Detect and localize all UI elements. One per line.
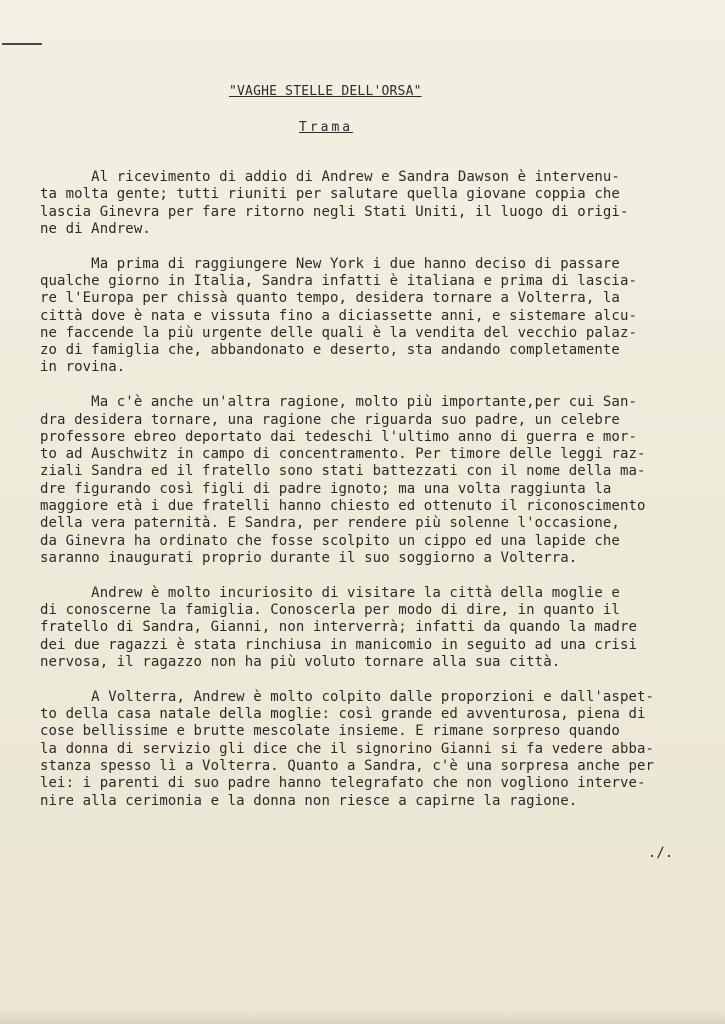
text-line: professore ebreo deportato dai tedeschi l'ultimo anno di guerra e mor-: [40, 428, 638, 445]
text-line: Ma prima di raggiungere New York i due hanno deciso di passare: [40, 255, 620, 272]
text-line: nervosa, il ragazzo non ha più voluto tornare alla sua città.: [40, 653, 561, 670]
text-line: città dove è nata e vissuta fino a diciassette anni, e sistemare alcu-: [40, 307, 638, 324]
text-line: Ma c'è anche un'altra ragione, molto più importante,per cui San-: [40, 394, 638, 411]
text-line: saranno inaugurati proprio durante il suo soggiorno a Volterra.: [40, 549, 578, 566]
end-mark: ./.: [648, 845, 674, 861]
document-subtitle: Trama: [299, 120, 354, 135]
text-line: lei: i parenti di suo padre hanno telegrafato che non vogliono interve-: [40, 775, 646, 792]
document-body: [40, 169, 720, 827]
text-line: in rovina.: [40, 359, 126, 376]
paragraph: [40, 689, 720, 810]
paragraph: [40, 169, 720, 238]
text-line: ne di Andrew.: [40, 220, 151, 237]
text-line: dra desidera tornare, una ragione che riguarda suo padre, un celebre: [40, 411, 620, 428]
margin-mark: [2, 43, 42, 45]
text-line: la donna di servizio gli dice che il signorino Gianni si fa vedere abba-: [40, 740, 655, 757]
document-title: "VAGHE STELLE DELL'ORSA": [229, 84, 422, 99]
paragraph: [40, 256, 720, 377]
text-line: da Ginevra ha ordinato che fosse scolpito un cippo ed una lapide che: [40, 532, 620, 549]
text-line: di conoscerne la famiglia. Conoscerla per modo di dire, in quanto il: [40, 602, 620, 619]
text-line: dre figurando così figli di padre ignoto; ma una volta raggiunta la: [40, 480, 612, 497]
text-line: cose bellissime e brutte mescolate insieme. E rimane sorpreso quando: [40, 723, 620, 740]
text-line: ziali Sandra ed il fratello sono stati battezzati con il nome della ma-: [40, 463, 646, 480]
text-line: dei due ragazzi è stata rinchiusa in manicomio in seguito ad una crisi: [40, 636, 638, 653]
text-line: stanza spesso lì a Volterra. Quanto a Sandra, c'è una sorpresa anche per: [40, 757, 655, 774]
text-line: zo di famiglia che, abbandonato e deserto, sta andando completamente: [40, 342, 620, 359]
text-line: qualche giorno in Italia, Sandra infatti è italiana e prima di lascia-: [40, 272, 638, 289]
text-line: Andrew è molto incuriosito di visitare la città della moglie e: [40, 584, 620, 601]
text-line: fratello di Sandra, Gianni, non interverrà; infatti da quando la madre: [40, 619, 638, 636]
text-line: nire alla cerimonia e la donna non riesce a capirne la ragione.: [40, 792, 578, 809]
paragraph: [40, 585, 720, 671]
text-line: A Volterra, Andrew è molto colpito dalle proporzioni e dall'aspet-: [40, 688, 655, 705]
page-bottom-edge: [0, 1010, 725, 1024]
text-line: to ad Auschwitz in campo di concentramento. Per timore delle leggi raz-: [40, 446, 646, 463]
text-line: Al ricevimento di addio di Andrew e Sandra Dawson è intervenu-: [40, 169, 620, 185]
text-line: ta molta gente; tutti riuniti per salutare quella giovane coppia che: [40, 186, 620, 203]
text-line: lascia Ginevra per fare ritorno negli Stati Uniti, il luogo di origi-: [40, 203, 629, 220]
text-line: ne faccende la più urgente delle quali è la vendita del vecchio palaz-: [40, 324, 638, 341]
text-line: maggiore età i due fratelli hanno chiesto ed ottenuto il riconoscimento: [40, 498, 646, 515]
paragraph: [40, 394, 720, 567]
text-line: della vera paternità. E Sandra, per rendere più solenne l'occasione,: [40, 515, 620, 532]
text-line: re l'Europa per chissà quanto tempo, desidera tornare a Volterra, la: [40, 290, 620, 307]
text-line: to della casa natale della moglie: così grande ed avventurosa, piena di: [40, 706, 646, 723]
